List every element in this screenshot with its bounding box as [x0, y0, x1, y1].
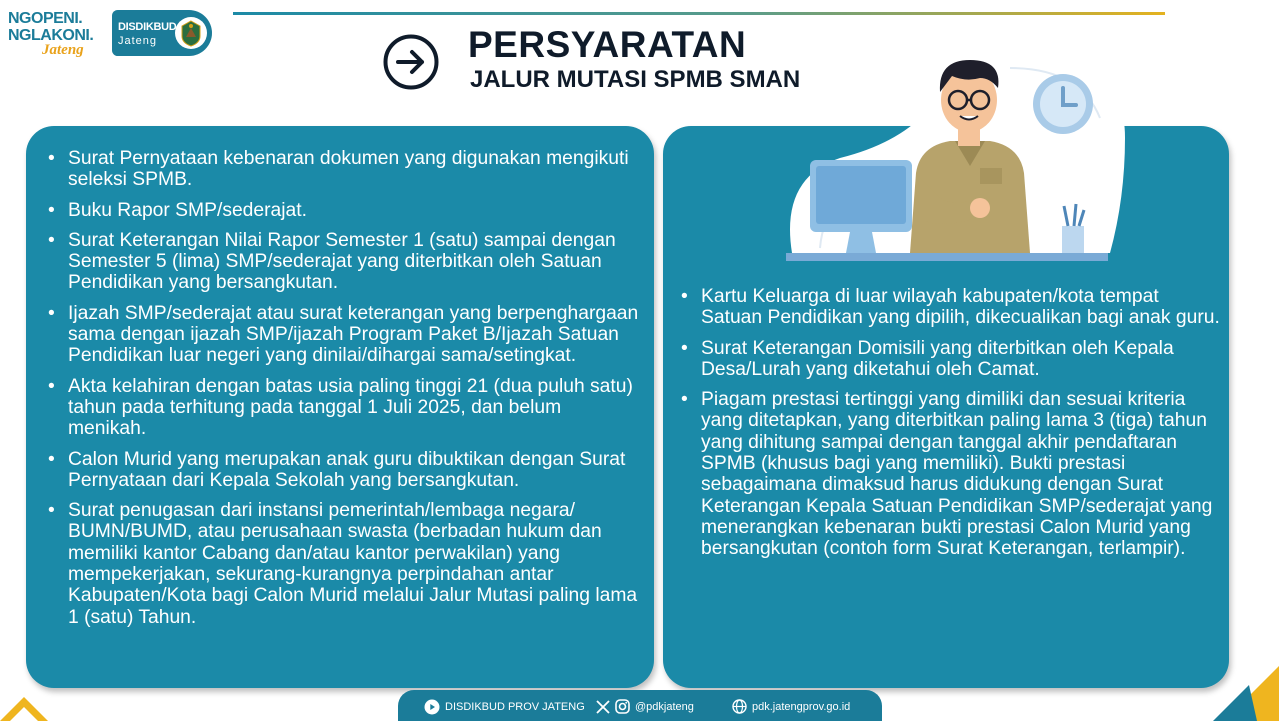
globe-icon	[732, 699, 747, 714]
footer-social-label: @pdkjateng	[635, 700, 694, 713]
header-divider	[233, 12, 1165, 15]
footer-social[interactable]	[596, 699, 694, 714]
footer-bar	[398, 690, 882, 721]
badge-line-2: Jateng	[118, 35, 158, 47]
list-item: • Surat Keterangan Nilai Rapor Semester 1 (satu) sampai dengan Semester 5 (lima) SMP/sederajat yang diterbitkan oleh Satuan Pendidikan yang bersangkutan.	[44, 230, 644, 294]
requirements-list-left	[44, 148, 644, 637]
list-item: • Akta kelahiran dengan batas usia paling tinggi 21 (dua puluh satu) tahun pada terhitung pada tanggal 1 Juli 2025, dan belum menikah.	[44, 376, 644, 440]
footer-website-label: pdk.jatengprov.go.id	[752, 700, 851, 713]
page-subtitle: JALUR MUTASI SPMB SMAN	[470, 66, 801, 93]
badge-line-1: DISDIKBUD	[118, 21, 177, 33]
list-item: • Kartu Keluarga di luar wilayah kabupaten/kota tempat Satuan Pendidikan yang dipilih, dikecualikan bagi anak guru.	[677, 286, 1225, 329]
page-title: PERSYARATAN	[468, 24, 747, 65]
slogan-line-1: NGOPENI.	[8, 10, 83, 27]
corner-decoration-bottom-left	[0, 691, 60, 721]
requirements-panel-left	[26, 126, 654, 688]
list-item: • Calon Murid yang merupakan anak guru dibuktikan dengan Surat Pernyataan dari Kepala Sekolah yang bersangkutan.	[44, 449, 644, 492]
list-item: • Surat Keterangan Domisili yang diterbitkan oleh Kepala Desa/Lurah yang diketahui oleh Camat.	[677, 338, 1225, 381]
requirements-list-right	[677, 286, 1225, 569]
youtube-icon	[424, 699, 440, 715]
corner-decoration-bottom-right	[1199, 641, 1279, 721]
list-item: • Ijazah SMP/sederajat atau surat keterangan yang berpenghargaan sama dengan ijazah SMP/ijazah Program Paket B/Ijazah Satuan Pendidikan luar negeri yang dinilai/dihargai sama/setingkat.	[44, 303, 644, 367]
footer-youtube[interactable]	[424, 699, 585, 715]
slogan-line-2: NGLAKONI.	[8, 27, 94, 44]
list-item: • Buku Rapor SMP/sederajat.	[44, 200, 644, 221]
clock-icon	[1033, 74, 1093, 134]
arrow-right-circle-icon	[383, 34, 439, 90]
footer-youtube-label: DISDIKBUD PROV JATENG	[445, 701, 585, 713]
list-item: • Surat Pernyataan kebenaran dokumen yang digunakan mengikuti seleksi SPMB.	[44, 148, 644, 191]
province-seal-icon	[175, 17, 207, 49]
slogan-line-3: Jateng	[42, 42, 84, 58]
footer-website[interactable]	[732, 699, 850, 714]
x-icon	[596, 700, 610, 714]
disdikbud-logo	[112, 10, 212, 56]
slogan-logo	[8, 10, 108, 59]
list-item: • Piagam prestasi tertinggi yang dimiliki dan sesuai kriteria yang ditetapkan, yang diterbitkan paling lama 3 (tiga) tahun yang dihitung sampai dengan tanggal akhir pendaftaran SPMB (khusus bagi yang memiliki). Bukti prestasi sebagaimana dimaksud harus didukung dengan Surat Keterangan Kepala Satuan Pendidikan SMP/sederajat yang menerangkan kebenaran bukti prestasi Calon Murid yang bersangkutan (contoh form Surat Keterangan, terlampir).	[677, 389, 1225, 559]
instagram-icon	[615, 699, 630, 714]
list-item: • Surat penugasan dari instansi pemerintah/lembaga negara/ BUMN/BUMD, atau perusahaan swasta (berbadan hukum dan memiliki kantor Cabang dan/atau kantor perwakilan) yang mempekerjakan, sekurang-kurangnya perpindahan antar Kabupaten/Kota bagi Calon Murid melalui Jalur Mutasi paling lama 1 (satu) Tahun.	[44, 500, 644, 628]
teacher-illustration	[780, 48, 1130, 266]
